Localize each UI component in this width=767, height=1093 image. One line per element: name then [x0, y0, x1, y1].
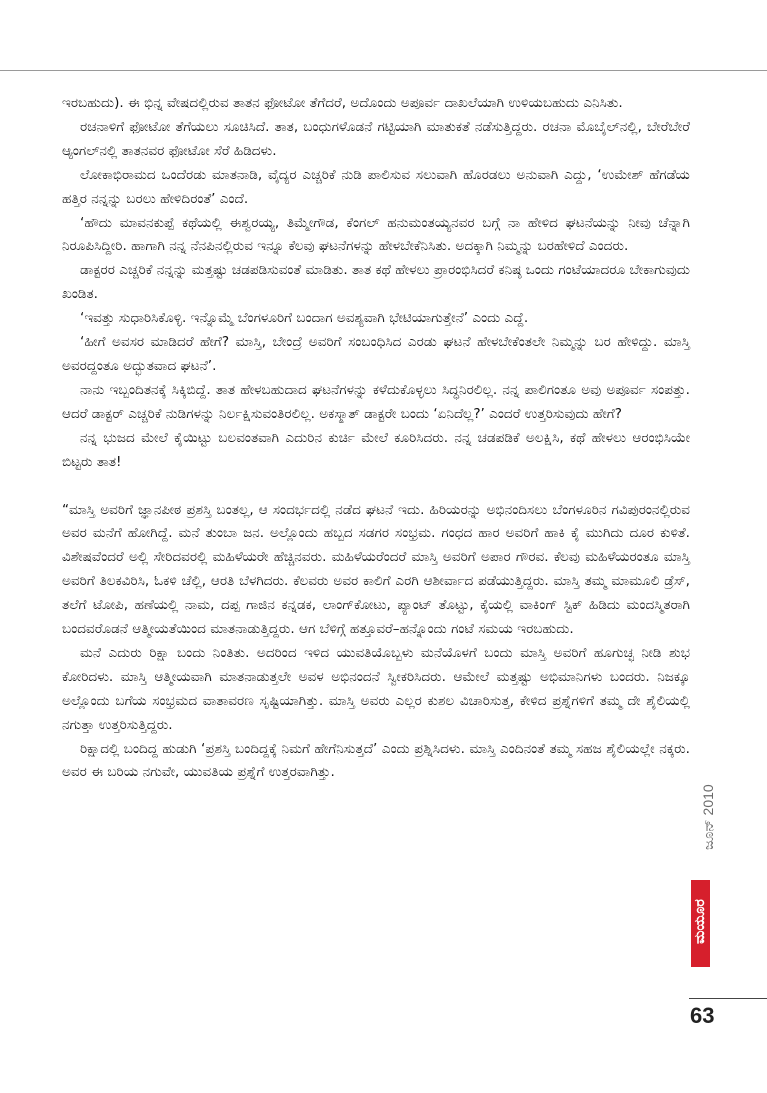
- page-number-rule: [689, 998, 767, 999]
- header-rule: [0, 70, 767, 71]
- paragraph: ನಾನು ಇಬ್ಬಂದಿತನಕ್ಕೆ ಸಿಕ್ಕಿಬಿದ್ದೆ. ತಾತ ಹೇಳಬಹುದಾದ ಘಟನೆಗಳನ್ನು ಕಳೆದುಕೊಳ್ಳಲು ಸಿದ್ಧನಿರಲಿಲ್ಲ. ನನ್ನ ಪಾಲಿಗಂತೂ ಅವು ಅಪೂರ್ವ ಸಂಪತ್ತು. ಆದರೆ ಡಾಕ್ಟರ್ ಎಚ್ಚರಿಕೆ ನುಡಿಗಳನ್ನು ನಿರ್ಲಕ್ಷಿಸುವಂತಿರಲಿಲ್ಲ. ಅಕಸ್ಮಾತ್ ಡಾಕ್ಟರೇ ಬಂದು ‘ಏನಿದೆಲ್ಲ?’ ಎಂದರೆ ಉತ್ತರಿಸುವುದು ಹೇಗೆ?: [62, 381, 690, 422]
- paragraph: ರಚನಾಳಿಗೆ ಫೋಟೋ ತೆಗೆಯಲು ಸೂಚಿಸಿದೆ. ತಾತ, ಬಂಧುಗಳೊಡನೆ ಗಟ್ಟಿಯಾಗಿ ಮಾತುಕತೆ ನಡೆಸುತ್ತಿದ್ದರು. ರಚನಾ ಮೊಬೈಲ್‌ನಲ್ಲಿ, ಬೇರೆಬೇರೆ ಆ್ಯಂಗಲ್‌ನಲ್ಲಿ ತಾತನವರ ಫೋಟೋ ಸೆರೆ ಹಿಡಿದಳು.: [62, 118, 690, 159]
- page-number: 63: [690, 1003, 715, 1028]
- issue-date: ಜೂನ್ 2010: [700, 784, 716, 850]
- article-body: [62, 92, 690, 785]
- paragraph: ‘ಇವತ್ತು ಸುಧಾರಿಸಿಕೊಳ್ಳಿ. ಇನ್ನೊಮ್ಮೆ ಬೆಂಗಳೂರಿಗೆ ಬಂದಾಗ ಅವಶ್ಯವಾಗಿ ಭೇಟಿಯಾಗುತ್ತೇನೆ’ ಎಂದು ಎದ್ದೆ.: [80, 310, 529, 327]
- paragraph: ‘ಹೀಗೆ ಅವಸರ ಮಾಡಿದರೆ ಹೇಗೆ? ಮಾಸ್ತಿ, ಬೇಂದ್ರೆ ಅವರಿಗೆ ಸಂಬಂಧಿಸಿದ ಎರಡು ಘಟನೆ ಹೇಳಬೇಕೆಂತಲೇ ನಿಮ್ಮನ್ನು ಬರ ಹೇಳಿದ್ದು. ಮಾಸ್ತಿ ಅವರದ್ದಂತೂ ಅದ್ಭುತವಾದ ಘಟನೆ’.: [62, 334, 690, 374]
- paragraph: ನನ್ನ ಭುಜದ ಮೇಲೆ ಕೈಯಿಟ್ಟು ಬಲವಂತವಾಗಿ ಎದುರಿನ ಕುರ್ಚಿ ಮೇಲೆ ಕೂರಿಸಿದರು. ನನ್ನ ಚಡಪಡಿಕೆ ಅಲಕ್ಷಿಸಿ, ಕಥೆ ಹೇಳಲು ಆರಂಭಿಸಿಯೇ ಬಿಟ್ಟರು ತಾತ!: [62, 429, 690, 470]
- paragraph: ಲೋಕಾಭಿರಾಮದ ಒಂದೆರಡು ಮಾತನಾಡಿ, ವೈದ್ಯರ ಎಚ್ಚರಿಕೆ ನುಡಿ ಪಾಲಿಸುವ ಸಲುವಾಗಿ ಹೊರಡಲು ಅನುವಾಗಿ ಎದ್ದು, ‘ಉಮೇಶ್ ಹೆಗಡೆಯ ಹತ್ತಿರ ನನ್ನನ್ನು ಬರಲು ಹೇಳಿದಿರಂತೆ’ ಎಂದೆ.: [62, 166, 690, 207]
- paragraph: ರಿಕ್ಷಾದಲ್ಲಿ ಬಂದಿದ್ದ ಹುಡುಗಿ ‘ಪ್ರಶಸ್ತಿ ಬಂದಿದ್ದಕ್ಕೆ ನಿಮಗೆ ಹೇಗೆನಿಸುತ್ತದೆ’ ಎಂದು ಪ್ರಶ್ನಿಸಿದಳು. ಮಾಸ್ತಿ ಎಂದಿನಂತೆ ತಮ್ಮ ಸಹಜ ಶೈಲಿಯಲ್ಲೇ ನಕ್ಕರು. ಅವರ ಈ ಬರಿಯ ನಗುವೇ, ಯುವತಿಯ ಪ್ರಶ್ನೆಗೆ ಉತ್ತರವಾಗಿತ್ತು.: [62, 740, 690, 781]
- paragraph: ಮನೆ ಎದುರು ರಿಕ್ಷಾ ಬಂದು ನಿಂತಿತು. ಅದರಿಂದ ಇಳಿದ ಯುವತಿಯೊಬ್ಬಳು ಮನೆಯೊಳಗೆ ಬಂದು ಮಾಸ್ತಿ ಅವರಿಗೆ ಹೂಗುಚ್ಛ ನೀಡಿ ಶುಭ ಕೋರಿದಳು. ಮಾಸ್ತಿ ಆತ್ಮೀಯವಾಗಿ ಮಾತನಾಡುತ್ತಲೇ ಅವಳ ಅಭಿನಂದನೆ ಸ್ವೀಕರಿಸಿದರು. ಆಮೇಲೆ ಮತ್ತಷ್ಟು ಅಭಿಮಾನಿಗಳು ಬಂದರು. ನಿಜಕ್ಕೂ ಅಲ್ಲೊಂದು ಬಗೆಯ ಸಂಭ್ರಮದ ವಾತಾವರಣ ಸೃಷ್ಟಿಯಾಗಿತ್ತು. ಮಾಸ್ತಿ ಅವರು ಎಲ್ಲರ ಕುಶಲ ವಿಚಾರಿಸುತ್ತ, ಕೇಳಿದ ಪ್ರಶ್ನೆಗಳಿಗೆ ತಮ್ಮ ದೇ ಶೈಲಿಯಲ್ಲಿ ನಗುತ್ತಾ ಉತ್ತರಿಸುತ್ತಿದ್ದರು.: [62, 644, 690, 733]
- paragraph-quote-start: “ಮಾಸ್ತಿ ಅವರಿಗೆ ಜ್ಞಾನಪೀಠ ಪ್ರಶಸ್ತಿ ಬಂತಲ್ಲ, ಆ ಸಂದರ್ಭದಲ್ಲಿ ನಡೆದ ಘಟನೆ ಇದು. ಹಿರಿಯರನ್ನು ಅಭಿನಂದಿಸಲು ಬೆಂಗಳೂರಿನ ಗವಿಪುರಂನಲ್ಲಿರುವ ಅವರ ಮನೆಗೆ ಹೋಗಿದ್ದೆ. ಮನೆ ತುಂಬಾ ಜನ. ಅಲ್ಲೊಂದು ಹಬ್ಬದ ಸಡಗರ ಸಂಭ್ರಮ. ಗಂಧದ ಹಾರ ಅವರಿಗೆ ಹಾಕಿ ಕೈ ಮುಗಿದು ದೂರ ಕುಳಿತೆ. ವಿಶೇಷವೆಂದರೆ ಅಲ್ಲಿ ಸೇರಿದವರಲ್ಲಿ ಮಹಿಳೆಯರೇ ಹೆಚ್ಚಿನವರು. ಮಹಿಳೆಯರೆಂದರೆ ಮಾಸ್ತಿ ಅವರಿಗೆ ಅಪಾರ ಗೌರವ. ಕೆಲವು ಮಹಿಳೆಯರಂತೂ ಮಾಸ್ತಿ ಅವರಿಗೆ ತಿಲಕವಿರಿಸಿ, ಓಕಳಿ ಚೆಲ್ಲಿ, ಆರತಿ ಬೆಳಗಿದರು. ಕೆಲವರು ಅವರ ಕಾಲಿಗೆ ಎರಗಿ ಆಶೀರ್ವಾದ ಪಡೆಯುತ್ತಿದ್ದರು. ಮಾಸ್ತಿ ತಮ್ಮ ಮಾಮೂಲಿ ಡ್ರೆಸ್, ತಲೆಗೆ ಟೋಪಿ, ಹಣೆಯಲ್ಲಿ ನಾಮ, ದಪ್ಪ ಗಾಜಿನ ಕನ್ನಡಕ, ಲಾಂಗ್‌ಕೋಟು, ಪ್ಯಾಂಟ್ ತೊಟ್ಟು, ಕೈಯಲ್ಲಿ ವಾಕಿಂಗ್ ಸ್ಟಿಕ್ ಹಿಡಿದು ಮಂದಸ್ಮಿತರಾಗಿ ಬಂದವರೊಡನೆ ಆತ್ಮೀಯತೆಯಿಂದ ಮಾತನಾಡುತ್ತಿದ್ದರು. ಆಗ ಬೆಳಿಗ್ಗೆ ಹತ್ತೂವರೆ–ಹನ್ನೊಂದು ಗಂಟೆ ಸಮಯ ಇರಬಹುದು.: [62, 501, 690, 638]
- masthead-logo: ಮಯೂರ: [692, 899, 708, 944]
- paragraph: ಇರಬಹುದು). ಈ ಭಿನ್ನ ವೇಷದಲ್ಲಿರುವ ತಾತನ ಫೋಟೋ ತೆಗೆದರೆ, ಅದೊಂದು ಅಪೂರ್ವ ದಾಖಲೆಯಾಗಿ ಉಳಿಯಬಹುದು ಎನಿಸಿತು.: [62, 95, 623, 111]
- paragraph: ಡಾಕ್ಟರರ ಎಚ್ಚರಿಕೆ ನನ್ನನ್ನು ಮತ್ತಷ್ಟು ಚಡಪಡಿಸುವಂತೆ ಮಾಡಿತು. ತಾತ ಕಥೆ ಹೇಳಲು ಪ್ರಾರಂಭಿಸಿದರೆ ಕನಿಷ್ಠ ಒಂದು ಗಂಟೆಯಾದರೂ ಬೇಕಾಗುವುದು ಖಂಡಿತ.: [62, 262, 690, 303]
- paragraph: ‘ಹೌದು ಮಾವನಕುಪ್ಪೆ ಕಥೆಯಲ್ಲಿ ಈಶ್ವರಯ್ಯ, ತಿಮ್ಮೇಗೌಡ, ಕೆಂಗಲ್ ಹನುಮಂತಯ್ಯನವರ ಬಗ್ಗೆ ನಾ ಹೇಳಿದ ಘಟನೆಯನ್ನು ನೀವು ಚೆನ್ನಾಗಿ ನಿರೂಪಿಸಿದ್ದೀರಿ. ಹಾಗಾಗಿ ನನ್ನ ನೆನಪಿನಲ್ಲಿರುವ ಇನ್ನೂ ಕೆಲವು ಘಟನೆಗಳನ್ನು ಹೇಳಬೇಕೆನಿಸಿತು. ಅದಕ್ಕಾಗಿ ನಿಮ್ಮನ್ನು ಬರಹೇಳಿದೆ ಎಂದರು.: [62, 214, 690, 255]
